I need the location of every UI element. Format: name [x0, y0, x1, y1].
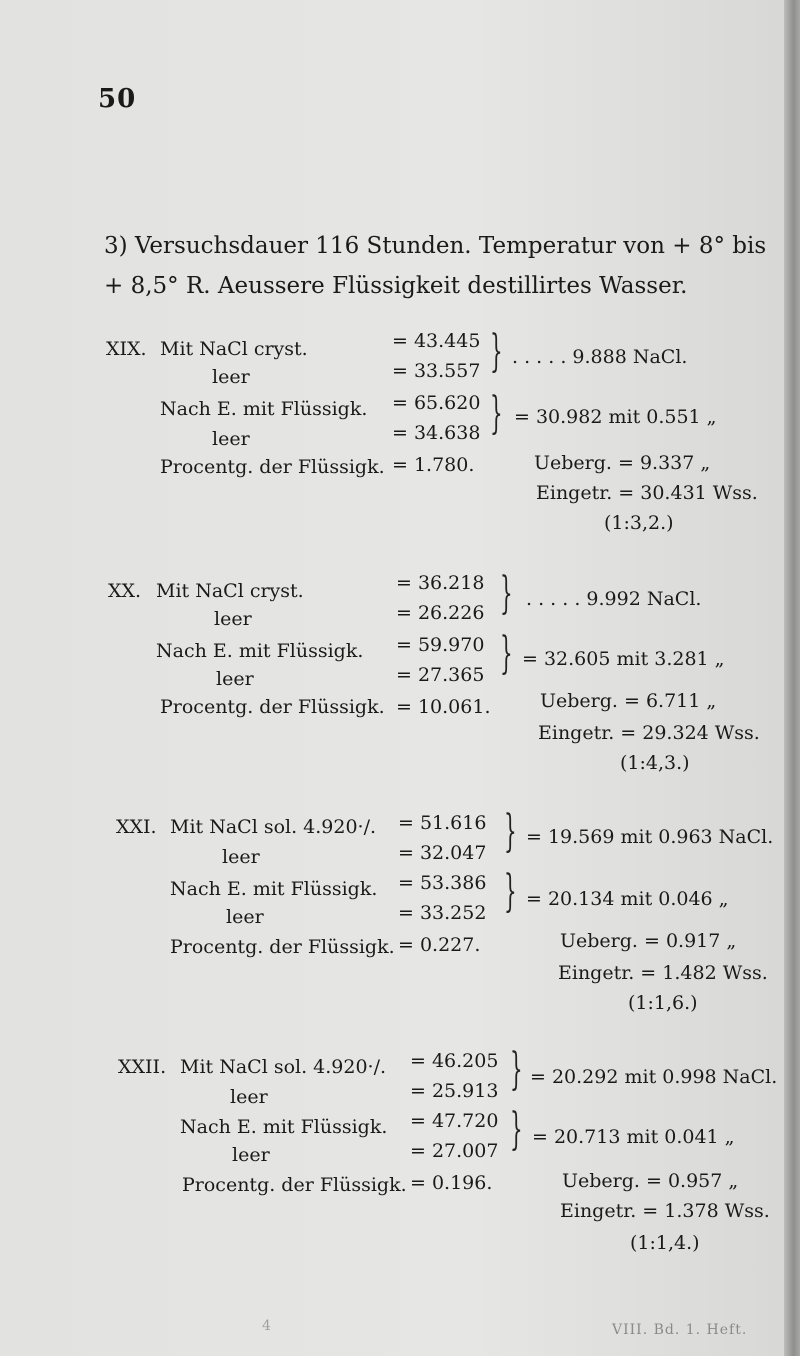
row-value: = 36.218: [396, 572, 485, 594]
row-value: = 43.445: [392, 330, 481, 352]
row-value: = 0.196.: [410, 1172, 493, 1194]
row-label: Procentg. der Flüssigk.: [160, 696, 385, 718]
row-value: = 34.638: [392, 422, 481, 444]
ratio: (1:3,2.): [604, 512, 674, 534]
ueberg-line: Ueberg. = 6.711 „: [540, 690, 717, 712]
eingetr-line: Eingetr. = 30.431 Wss.: [536, 482, 758, 504]
ueberg-line: Ueberg. = 0.957 „: [562, 1170, 739, 1192]
result-line: = 20.134 mit 0.046 „: [526, 888, 729, 910]
row-value: = 65.620: [392, 392, 481, 414]
curly-brace: }: [510, 1104, 523, 1155]
row-value: = 0.227.: [398, 934, 481, 956]
row-value: = 59.970: [396, 634, 485, 656]
row-label: Mit NaCl sol. 4.920·/.: [170, 816, 377, 838]
experiment-label: XIX.: [106, 338, 147, 360]
row-label: leer: [226, 906, 264, 928]
row-value: = 26.226: [396, 602, 485, 624]
ueberg-line: Ueberg. = 0.917 „: [560, 930, 737, 952]
row-value: = 25.913: [410, 1080, 499, 1102]
row-label: leer: [222, 846, 260, 868]
row-value: = 51.616: [398, 812, 487, 834]
ratio: (1:1,6.): [628, 992, 698, 1014]
page-edge: [784, 0, 800, 1356]
result-line: = 30.982 mit 0.551 „: [514, 406, 717, 428]
row-label: Procentg. der Flüssigk.: [160, 456, 385, 478]
row-value: = 27.007: [410, 1140, 499, 1162]
curly-brace: }: [504, 866, 517, 917]
curly-brace: }: [500, 568, 513, 619]
eingetr-line: Eingetr. = 1.482 Wss.: [558, 962, 768, 984]
row-label: leer: [232, 1144, 270, 1166]
curly-brace: }: [500, 628, 513, 679]
row-label: Mit NaCl cryst.: [156, 580, 304, 602]
experiment-label: XXII.: [118, 1056, 167, 1078]
ratio: (1:4,3.): [620, 752, 690, 774]
page-number: 50: [98, 84, 137, 114]
row-value: = 46.205: [410, 1050, 499, 1072]
row-value: = 27.365: [396, 664, 485, 686]
row-value: = 47.720: [410, 1110, 499, 1132]
row-label: leer: [230, 1086, 268, 1108]
experiment-label: XXI.: [116, 816, 157, 838]
row-label: leer: [216, 668, 254, 690]
row-value: = 33.557: [392, 360, 481, 382]
result-line: . . . . . 9.888 NaCl.: [512, 346, 688, 368]
ratio: (1:1,4.): [630, 1232, 700, 1254]
curly-brace: }: [490, 326, 503, 377]
result-line: = 32.605 mit 3.281 „: [522, 648, 725, 670]
section-heading: 3) Versuchsdauer 116 Stunden. Temperatur von + 8° bis + 8,5° R. Aeussere Flüssigkeit destillirtes Wasser.: [104, 233, 767, 299]
eingetr-line: Eingetr. = 29.324 Wss.: [538, 722, 760, 744]
eingetr-line: Eingetr. = 1.378 Wss.: [560, 1200, 770, 1222]
row-label: Nach E. mit Flüssigk.: [156, 640, 364, 662]
row-label: leer: [212, 428, 250, 450]
row-label: Procentg. der Flüssigk.: [170, 936, 395, 958]
curly-brace: }: [510, 1044, 523, 1095]
footer-volume: VIII. Bd. 1. Heft.: [612, 1322, 748, 1338]
curly-brace: }: [504, 806, 517, 857]
result-line: = 20.713 mit 0.041 „: [532, 1126, 735, 1148]
row-label: Nach E. mit Flüssigk.: [180, 1116, 388, 1138]
row-label: leer: [214, 608, 252, 630]
row-label: Procentg. der Flüssigk.: [182, 1174, 407, 1196]
row-label: Mit NaCl cryst.: [160, 338, 308, 360]
curly-brace: }: [490, 388, 503, 439]
experiment-label: XX.: [108, 580, 142, 602]
row-value: = 53.386: [398, 872, 487, 894]
row-value: = 1.780.: [392, 454, 475, 476]
ueberg-line: Ueberg. = 9.337 „: [534, 452, 711, 474]
row-value: = 10.061.: [396, 696, 491, 718]
signature-mark: 4: [262, 1318, 271, 1334]
row-value: = 33.252: [398, 902, 487, 924]
result-line: . . . . . 9.992 NaCl.: [526, 588, 702, 610]
row-label: Nach E. mit Flüssigk.: [160, 398, 368, 420]
row-label: Nach E. mit Flüssigk.: [170, 878, 378, 900]
row-label: Mit NaCl sol. 4.920·/.: [180, 1056, 387, 1078]
result-line: = 19.569 mit 0.963 NaCl.: [526, 826, 774, 848]
row-label: leer: [212, 366, 250, 388]
result-line: = 20.292 mit 0.998 NaCl.: [530, 1066, 778, 1088]
row-value: = 32.047: [398, 842, 487, 864]
